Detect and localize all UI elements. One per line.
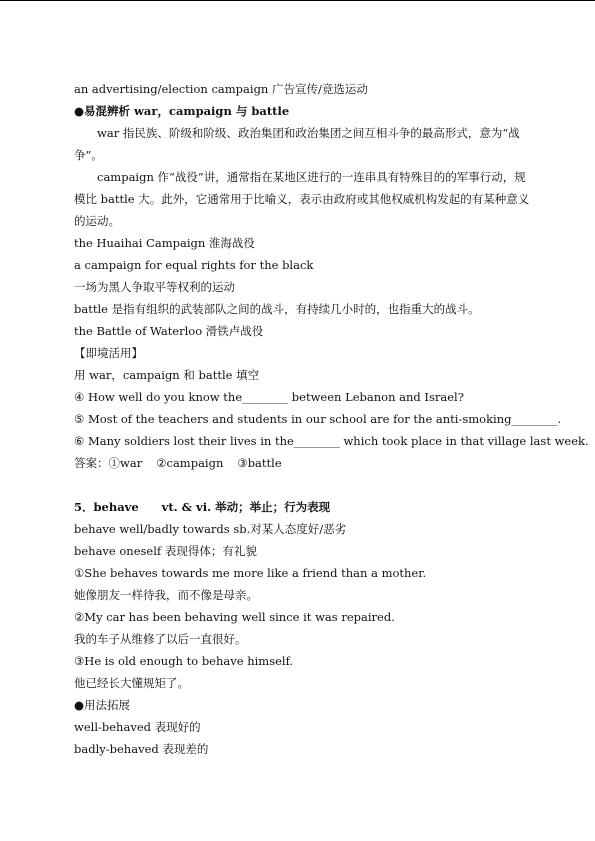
exercise-instruction: 用 war，campaign 和 battle 填空 — [74, 368, 260, 382]
example-translation: 我的车子从维修了以后一直很好。 — [74, 632, 247, 646]
example-sentence: ②My car has been behaving well since it was repaired. — [74, 610, 395, 624]
section-heading: ●易混辨析 war，campaign 与 battle — [74, 104, 290, 118]
answer-line — [74, 452, 534, 474]
exercise-question: ⑤ Most of the teachers and students in our school are for the anti-smoking________. — [74, 412, 562, 426]
answer-3: ③battle — [237, 456, 282, 470]
exercise-question: ⑥ Many soldiers lost their lives in the________ which took place in that village last week. — [74, 434, 589, 448]
entry-heading-behave: 5．behave vt. & vi. 举动；举止；行为表现 — [74, 500, 331, 514]
text-line: behave oneself 表现得体；有礼貌 — [74, 544, 257, 558]
text-line: 一场为黑人争取平等权利的运动 — [74, 280, 235, 294]
answer-1: 答案：①war — [74, 456, 143, 470]
text-line: behave well/badly towards sb.对某人态度好/恶劣 — [74, 522, 347, 536]
paragraph-campaign: campaign 作“战役”讲，通常指在某地区进行的一连串具有特殊目的的军事行动，规模比 battle 大。此外，它通常用于比喻义，表示由政府或其他权威机构发起的有某种意义的运动。 — [74, 170, 530, 228]
exercise-question: ④ How well do you know the________ between Lebanon and Israel? — [74, 390, 464, 404]
text-line: a campaign for equal rights for the black — [74, 258, 314, 272]
paragraph-war: war 指民族、阶级和阶级、政治集团和政治集团之间互相斗争的最高形式，意为“战争”。 — [74, 126, 520, 162]
example-translation: 她像朋友一样待我，而不像是母亲。 — [74, 588, 258, 602]
spacer — [74, 474, 534, 496]
example-sentence: ①She behaves towards me more like a friend than a mother. — [74, 566, 427, 580]
example-sentence: ③He is old enough to behave himself. — [74, 654, 294, 668]
text-line: an advertising/election campaign 广告宣传/竞选运动 — [74, 82, 368, 96]
text-line: the Battle of Waterloo 滑铁卢战役 — [74, 324, 264, 338]
document-body — [74, 78, 589, 760]
top-rule — [0, 0, 595, 1]
exercise-heading: 【即境活用】 — [74, 346, 143, 360]
example-translation: 他已经长大懂规矩了。 — [74, 676, 189, 690]
text-line: badly-behaved 表现差的 — [74, 742, 209, 756]
section-heading: ●用法拓展 — [74, 698, 131, 712]
answer-2: ②campaign — [156, 456, 224, 470]
text-line: the Huaihai Campaign 淮海战役 — [74, 236, 255, 250]
text-line: well-behaved 表现好的 — [74, 720, 201, 734]
text-line: battle 是指有组织的武装部队之间的战斗，有持续几小时的，也指重大的战斗。 — [74, 302, 480, 316]
